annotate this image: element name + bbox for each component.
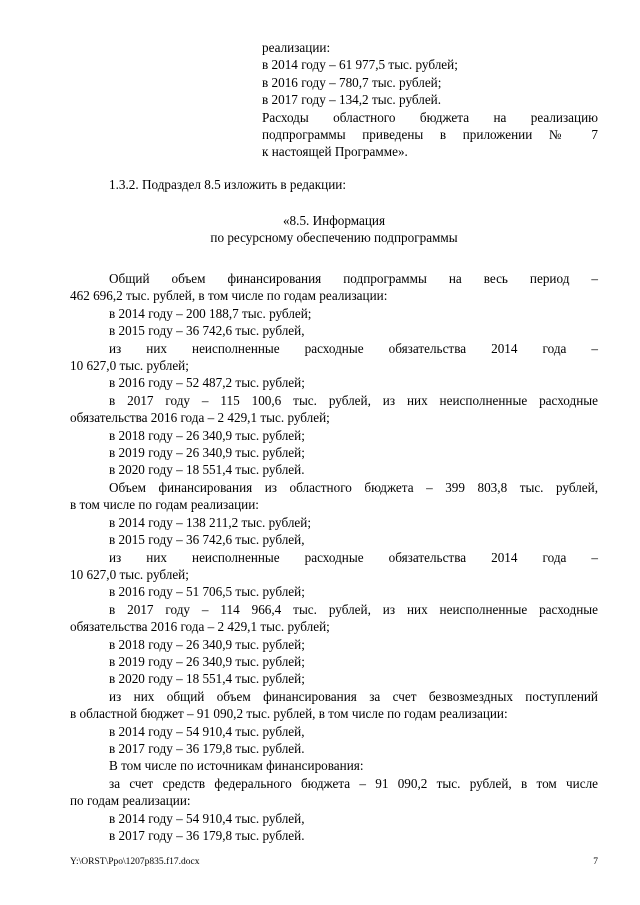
top-continuation-block <box>262 39 598 161</box>
gratuitous-receipts-line-1: из них общий объем финансирования за счет безвозмездных поступлений <box>109 688 598 704</box>
year-2015-total: в 2015 году – 36 742,6 тыс. рублей, <box>109 323 305 339</box>
year-2017-total-line-1: в 2017 году – 115 100,6 тыс. рублей, из них неисполненные расходные <box>109 392 598 408</box>
year-2015-regional: в 2015 году – 36 742,6 тыс. рублей, <box>109 532 305 548</box>
funding-sources-heading: В том числе по источникам финансирования: <box>109 758 364 774</box>
year-2018-total: в 2018 году – 26 340,9 тыс. рублей; <box>109 427 305 443</box>
year-2019-regional: в 2019 году – 26 340,9 тыс. рублей; <box>109 653 305 669</box>
year-2017-total-line-2: обязательства 2016 года – 2 429,1 тыс. рублей; <box>70 410 330 426</box>
heading-line-2: по ресурсному обеспечению подпрограммы <box>210 230 458 246</box>
section-heading <box>70 212 598 247</box>
year-2020-total: в 2020 году – 18 551,4 тыс. рублей. <box>109 462 305 478</box>
heading-line-1: «8.5. Информация <box>282 213 386 228</box>
top-line-2016: в 2016 году – 780,7 тыс. рублей; <box>262 74 442 90</box>
year-2014-federal: в 2014 году – 54 910,4 тыс. рублей, <box>109 810 305 826</box>
subsection-instruction: 1.3.2. Подраздел 8.5 изложить в редакции: <box>109 177 347 192</box>
unfulfilled-regional-line-1: из них неисполненные расходные обязательства 2014 года – <box>109 549 598 565</box>
year-2014-regional: в 2014 году – 138 211,2 тыс. рублей; <box>109 514 311 530</box>
top-line-realization: реализации: <box>262 40 331 55</box>
year-2016-total: в 2016 году – 52 487,2 тыс. рублей; <box>109 375 305 391</box>
regional-budget-line-1: Объем финансирования из областного бюджета – 399 803,8 тыс. рублей, <box>109 479 598 495</box>
year-2018-regional: в 2018 году – 26 340,9 тыс. рублей; <box>109 636 305 652</box>
year-2017-regional-line-1: в 2017 году – 114 966,4 тыс. рублей, из них неисполненные расходные <box>109 601 598 617</box>
year-2016-regional: в 2016 году – 51 706,5 тыс. рублей; <box>109 584 305 600</box>
unfulfilled-regional-line-2: 10 627,0 тыс. рублей; <box>70 566 189 582</box>
year-2014-total: в 2014 году – 200 188,7 тыс. рублей; <box>109 305 312 321</box>
page-number: 7 <box>593 857 598 867</box>
year-2014-gratuitous: в 2014 году – 54 910,4 тыс. рублей, <box>109 723 305 739</box>
top-para-line-3: к настоящей Программе». <box>262 144 408 160</box>
year-2019-total: в 2019 году – 26 340,9 тыс. рублей; <box>109 445 305 461</box>
federal-budget-line-2: по годам реализации: <box>70 793 191 809</box>
unfulfilled-total-line-2: 10 627,0 тыс. рублей; <box>70 358 189 374</box>
year-2020-regional: в 2020 году – 18 551,4 тыс. рублей; <box>109 671 305 687</box>
unfulfilled-total-line-1: из них неисполненные расходные обязательства 2014 года – <box>109 340 598 356</box>
total-financing-line-2: 462 696,2 тыс. рублей, в том числе по годам реализации: <box>70 288 388 304</box>
year-2017-regional-line-2: обязательства 2016 года – 2 429,1 тыс. рублей; <box>70 619 330 635</box>
federal-budget-line-1: за счет средств федерального бюджета – 91 090,2 тыс. рублей, в том числе <box>109 775 598 791</box>
top-line-2014: в 2014 году – 61 977,5 тыс. рублей; <box>262 57 458 73</box>
year-2017-gratuitous: в 2017 году – 36 179,8 тыс. рублей. <box>109 740 305 756</box>
regional-budget-line-2: в том числе по годам реализации: <box>70 497 259 513</box>
year-2017-federal: в 2017 году – 36 179,8 тыс. рублей. <box>109 828 305 843</box>
main-body <box>70 270 598 844</box>
top-para-line-2: подпрограммы приведены в приложении № 7 <box>262 127 598 143</box>
footer-file-path: Y:\ORST\Ppo\1207p835.f17.docx <box>70 857 200 867</box>
gratuitous-receipts-line-2: в областной бюджет – 91 090,2 тыс. рублей, в том числе по годам реализации: <box>70 706 508 722</box>
top-line-2017: в 2017 году – 134,2 тыс. рублей. <box>262 92 442 108</box>
total-financing-line-1: Общий объем финансирования подпрограммы на весь период – <box>109 271 598 286</box>
top-para-line-1: Расходы областного бюджета на реализацию <box>262 109 598 125</box>
